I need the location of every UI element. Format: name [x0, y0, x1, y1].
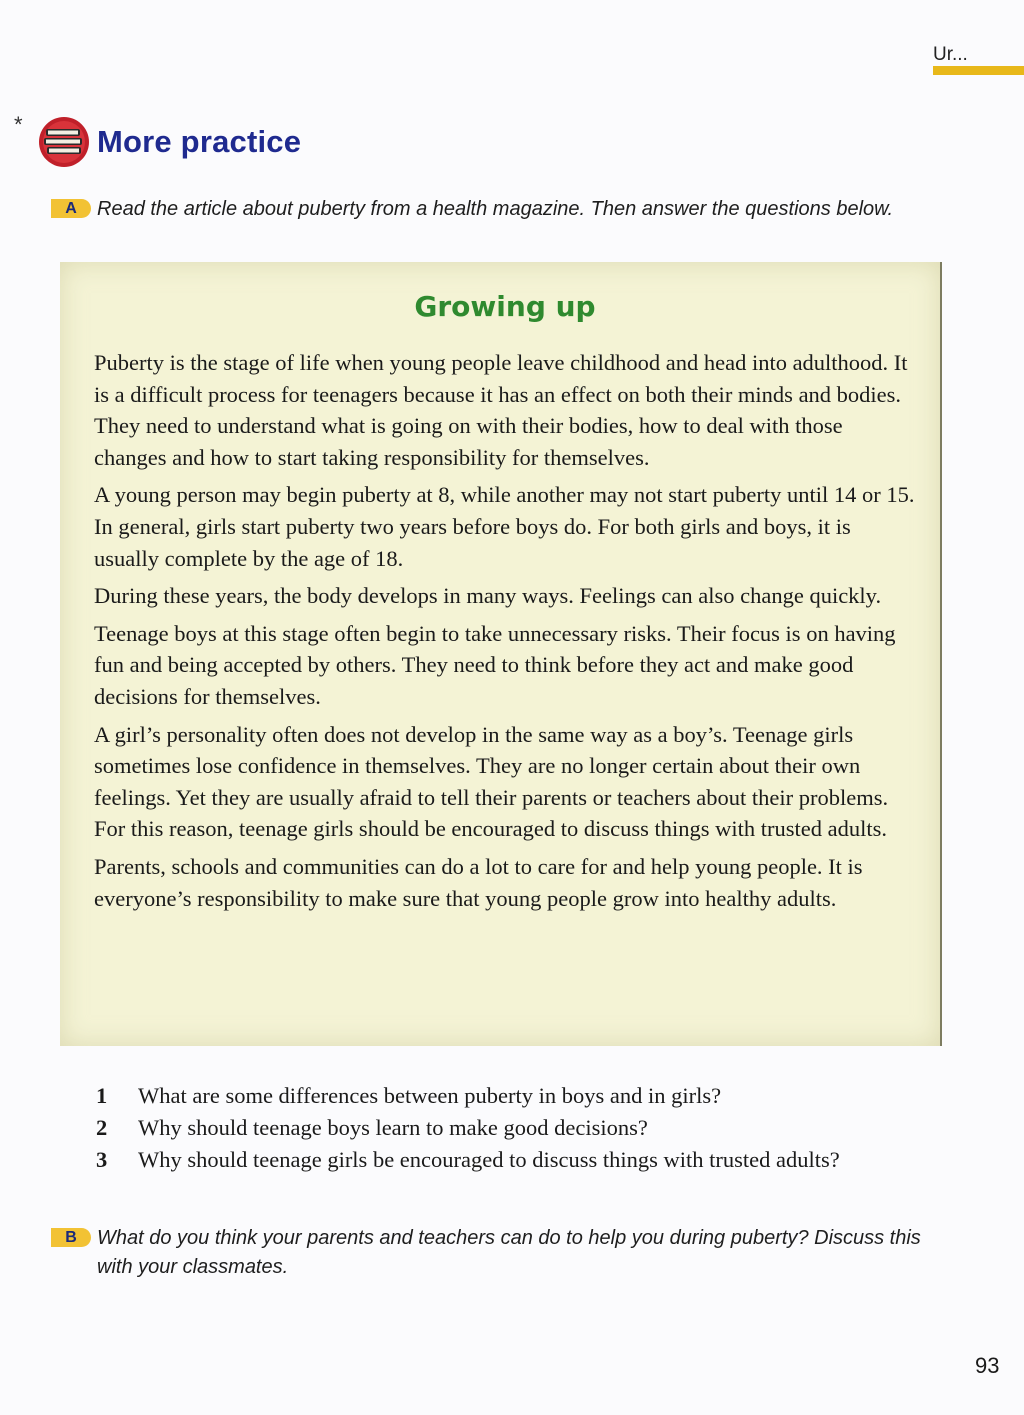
section-title: More practice [97, 124, 302, 159]
question-number: 3 [96, 1147, 108, 1172]
exercise-a-instruction: Read the article about puberty from a health magazine. Then answer the questions below. [97, 198, 894, 220]
article-title: Growing up [414, 290, 596, 323]
article-paragraph: Parents, schools and communities can do a lot to care for and help young people. It is everyone’s responsibility to make sure that young people grow into healthy adults. [94, 853, 863, 911]
question-number: 2 [96, 1115, 108, 1140]
optional-asterisk: * [14, 112, 23, 137]
question-text: Why should teenage boys learn to make good decisions? [138, 1115, 648, 1140]
question-text: Why should teenage girls be encouraged to discuss things with trusted adults? [138, 1147, 840, 1172]
article-paragraph: During these years, the body develops in many ways. Feelings can also change quickly. [94, 583, 882, 609]
article-paragraph: Puberty is the stage of life when young people leave childhood and head into adulthood. It is a difficult process for teenagers because it has an effect on both their minds and bodies. They need to understand what is going on with their bodies, how to deal with those changes and how to start taking responsibility for themselves. [94, 350, 908, 470]
article-paragraph: Teenage boys at this stage often begin to take unnecessary risks. Their focus is on having fun and being accepted by others. They need to think before they act and make good decisions for themselves. [94, 620, 896, 709]
question-list [96, 1080, 956, 1176]
question-item [96, 1112, 956, 1144]
exercise-b-instruction: What do you think your parents and teachers can do to help you during puberty? Discuss this with your classmates. [97, 1227, 921, 1278]
question-text: What are some differences between puberty in boys and in girls? [138, 1083, 722, 1108]
exercise-b-badge: B [51, 1228, 91, 1247]
article-paragraph: A young person may begin puberty at 8, while another may not start puberty until 14 or 15. In general, girls start puberty two years before boys do. For both girls and boys, it is usually complete by the age of 18. [94, 482, 915, 571]
question-item [96, 1144, 956, 1176]
article-paragraph: A girl’s personality often does not develop in the same way as a boy’s. Teenage girls sometimes lose confidence in themselves. They are no longer certain about their own feelings. Yet they are usually afraid to tell their parents or teachers about their problems. For this reason, teenage girls should be encouraged to discuss things with trusted adults. [94, 721, 889, 842]
question-number: 1 [96, 1083, 108, 1108]
article-body [94, 347, 919, 920]
page-number: 93 [975, 1353, 1000, 1378]
unit-tab-label: Ur... [933, 44, 968, 65]
book-stack-icon [36, 116, 92, 168]
exercise-a-badge: A [51, 199, 91, 218]
unit-tab-bar [933, 66, 1024, 75]
question-item [96, 1080, 956, 1112]
